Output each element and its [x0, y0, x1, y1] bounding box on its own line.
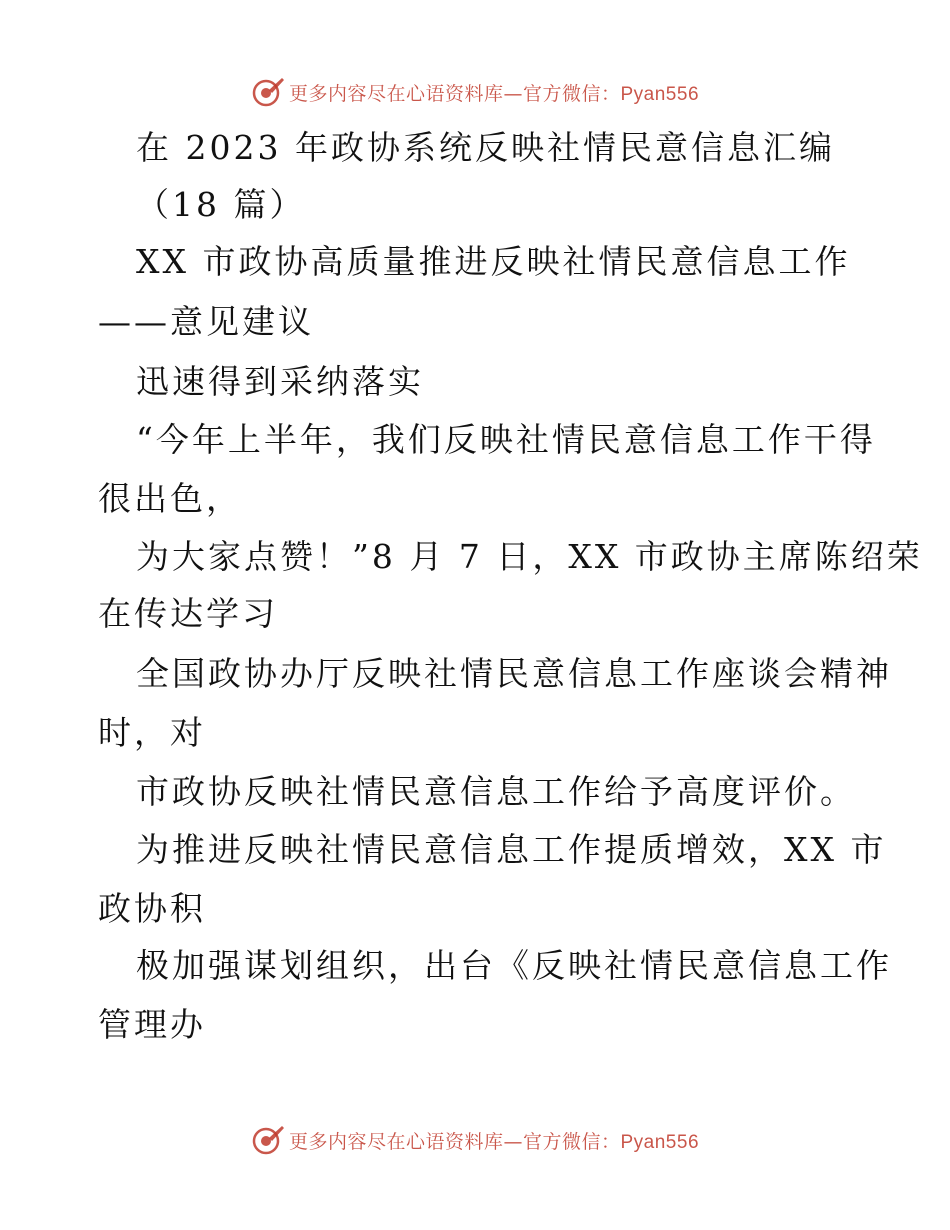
paragraph-line: 迅速得到采纳落实 [136, 362, 424, 401]
paragraph-line: “今年上半年，我们反映社情民意信息工作干得 [136, 420, 876, 459]
watermark-text: 更多内容尽在心语资料库—官方微信：Pyan556 [288, 1130, 700, 1153]
paragraph-line: 为大家点赞！”8 月 7 日，XX 市政协主席陈绍荣 [136, 537, 923, 576]
doc-title-line-1: 在 2023 年政协系统反映社情民意信息汇编 [136, 128, 835, 167]
header-watermark [0, 72, 950, 112]
footer-watermark [0, 1120, 950, 1160]
pen-logo-icon [251, 1123, 285, 1157]
paragraph-line: 为推进反映社情民意信息工作提质增效，XX 市 [136, 830, 887, 869]
paragraph-line: 市政协反映社情民意信息工作给予高度评价。 [136, 772, 856, 811]
paragraph-line: 时，对 [98, 713, 206, 752]
pen-logo-icon [251, 75, 285, 109]
paragraph-line: 极加强谋划组织，出台《反映社情民意信息工作 [136, 946, 892, 985]
paragraph-line: 在传达学习 [98, 594, 278, 633]
paragraph-line: 很出色， [98, 479, 242, 518]
paragraph-line: 管理办 [98, 1005, 206, 1044]
paragraph-line: 全国政协办厅反映社情民意信息工作座谈会精神 [136, 654, 892, 693]
section-heading-line-2: ——意见建议 [98, 302, 314, 341]
doc-title-line-2: （18 篇） [136, 185, 306, 224]
watermark-text: 更多内容尽在心语资料库—官方微信：Pyan556 [288, 82, 700, 105]
section-heading-line-1: XX 市政协高质量推进反映社情民意信息工作 [136, 242, 851, 281]
paragraph-line: 政协积 [98, 889, 206, 928]
